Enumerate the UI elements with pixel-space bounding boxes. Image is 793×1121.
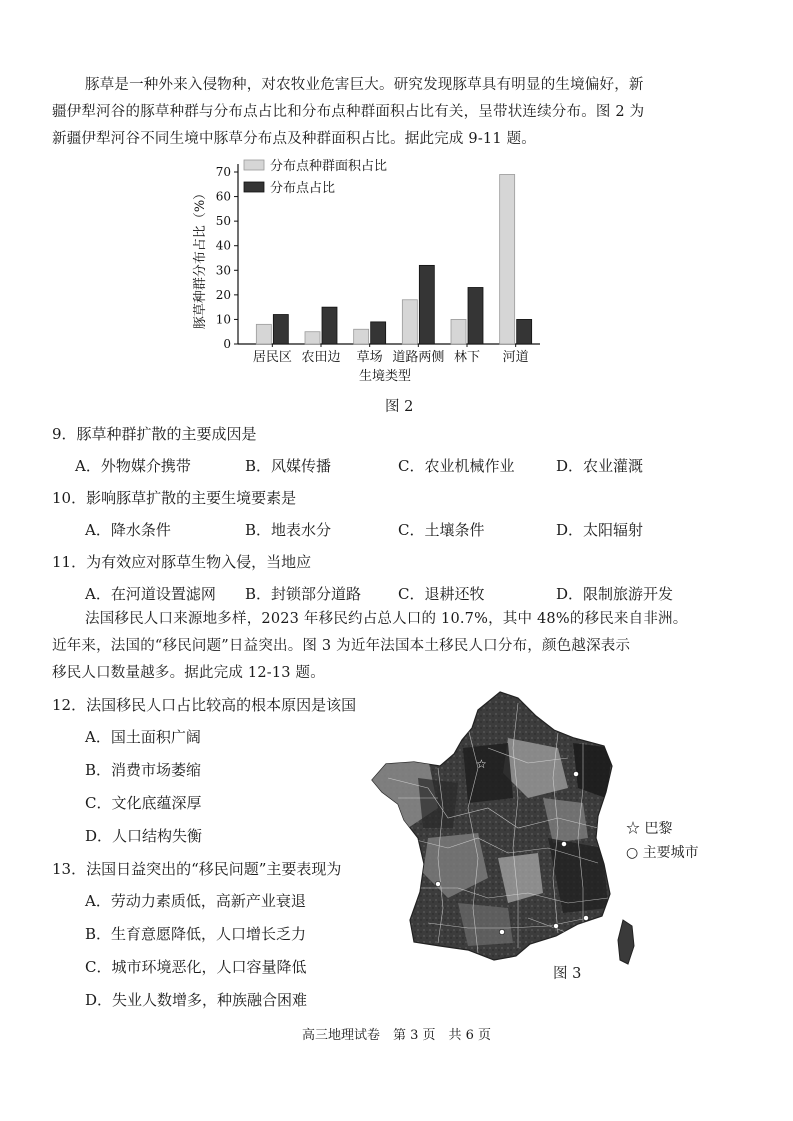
bar-points-1 [322, 307, 337, 344]
paris-star-icon: ☆ [476, 757, 487, 771]
x-tick-label: 林下 [453, 350, 481, 365]
figure-3-caption: 图 3 [553, 966, 582, 982]
question-10-option-c[interactable]: C．土壤条件 [398, 521, 485, 539]
x-tick-label: 河道 [502, 350, 529, 365]
question-12-option-a[interactable]: A．国土面积广阔 [85, 728, 201, 746]
intro1-line3: 新疆伊犁河谷不同生境中豚草分布点及种群面积占比。据此完成 9-11 题。 [52, 131, 536, 147]
bar-points-4 [468, 287, 483, 344]
question-12-stem: 12．法国移民人口占比较高的根本原因是该国 [52, 696, 357, 714]
question-12-option-c[interactable]: C．文化底蕴深厚 [85, 794, 202, 812]
legend-label: 分布点占比 [270, 181, 336, 196]
legend-swatch [244, 182, 264, 192]
question-13-option-b[interactable]: B．生育意愿降低，人口增长乏力 [85, 925, 307, 943]
y-tick-label: 40 [215, 238, 231, 253]
y-tick-label: 10 [215, 312, 231, 327]
bar-points-3 [419, 265, 434, 344]
bar-points-5 [517, 319, 532, 344]
intro1-line2: 疆伊犁河谷的豚草种群与分布点占比和分布点种群面积占比有关，呈带状连续分布。图 2 为 [52, 104, 645, 120]
bar-area-5 [500, 174, 515, 344]
city-marker-icon [499, 929, 504, 934]
bar-area-3 [402, 300, 417, 344]
map-legend-city: ○ 主要城市 [626, 845, 699, 861]
intro2-line1: 法国移民人口来源地多样，2023 年移民约占总人口的 10.7%，其中 48%的移民来自非洲。 [85, 611, 688, 627]
bar-area-4 [451, 319, 466, 344]
question-13-option-d[interactable]: D．失业人数增多，种族融合困难 [85, 991, 308, 1009]
map-legend-paris: ☆ 巴黎 [626, 821, 673, 837]
question-9-option-a[interactable]: A．外物媒介携带 [75, 457, 191, 475]
question-13-option-c[interactable]: C．城市环境恶化，人口容量降低 [85, 958, 307, 976]
y-tick-label: 30 [215, 263, 231, 278]
city-marker-icon [553, 923, 558, 928]
question-9-stem: 9．豚草种群扩散的主要成因是 [52, 425, 257, 443]
x-axis-label: 生境类型 [358, 369, 412, 384]
legend-swatch [244, 160, 264, 170]
y-axis-label: 豚草种群分布占比（%） [193, 186, 208, 330]
page-footer: 高三地理试卷 第 3 页 共 6 页 [301, 1028, 492, 1043]
y-tick-label: 50 [215, 214, 231, 229]
question-12-option-b[interactable]: B．消费市场萎缩 [85, 761, 202, 779]
x-tick-label: 道路两侧 [392, 350, 445, 365]
question-9-option-c[interactable]: C．农业机械作业 [398, 457, 515, 475]
bar-area-1 [305, 332, 320, 344]
corsica-island [618, 920, 634, 964]
question-9-option-b[interactable]: B．风媒传播 [245, 457, 332, 475]
question-11-option-c[interactable]: C．退耕还牧 [398, 585, 485, 603]
x-tick-label: 草场 [356, 350, 383, 365]
question-13-stem: 13．法国日益突出的“移民问题”主要表现为 [52, 860, 342, 878]
intro1-line1: 豚草是一种外来入侵物种，对农牧业危害巨大。研究发现豚草具有明显的生境偏好，新 [85, 77, 644, 93]
intro-paragraph-1 [52, 72, 752, 153]
y-tick-label: 0 [223, 337, 231, 351]
question-10-option-b[interactable]: B．地表水分 [245, 521, 332, 539]
x-tick-label: 农田边 [301, 350, 341, 365]
question-12-option-d[interactable]: D．人口结构失衡 [85, 827, 203, 845]
y-tick-label: 70 [215, 165, 231, 179]
question-10-option-a[interactable]: A．降水条件 [85, 521, 171, 539]
y-tick-label: 60 [215, 189, 231, 204]
city-marker-icon [573, 771, 578, 776]
question-11-option-d[interactable]: D．限制旅游开发 [556, 585, 674, 603]
bar-area-0 [256, 324, 271, 344]
intro-paragraph-2 [52, 606, 752, 687]
france-immigrant-map [368, 688, 648, 978]
city-marker-icon [435, 881, 440, 886]
intro2-line3: 移民人口数量越多。据此完成 12-13 题。 [52, 665, 325, 681]
question-11-option-a[interactable]: A．在河道设置滤网 [85, 585, 216, 603]
bar-points-0 [273, 315, 288, 344]
legend-label: 分布点种群面积占比 [270, 159, 388, 174]
question-10-option-d[interactable]: D．太阳辐射 [556, 521, 644, 539]
figure-2-caption: 图 2 [385, 399, 414, 415]
intro2-line2: 近年来，法国的“移民问题”日益突出。图 3 为近年法国本土移民人口分布，颜色越深表示 [52, 638, 631, 654]
city-marker-icon [583, 915, 588, 920]
question-10-stem: 10．影响豚草扩散的主要生境要素是 [52, 489, 297, 507]
y-tick-label: 20 [215, 287, 231, 302]
city-marker-icon [561, 841, 566, 846]
x-tick-label: 居民区 [252, 350, 292, 365]
bar-points-2 [371, 322, 386, 344]
question-11-option-b[interactable]: B．封锁部分道路 [245, 585, 362, 603]
bar-area-2 [354, 329, 369, 344]
question-13-option-a[interactable]: A．劳动力素质低，高新产业衰退 [85, 892, 306, 910]
figure-2-bar-chart [190, 152, 560, 392]
question-11-stem: 11．为有效应对豚草生物入侵，当地应 [52, 553, 312, 571]
question-9-option-d[interactable]: D．农业灌溉 [556, 457, 644, 475]
